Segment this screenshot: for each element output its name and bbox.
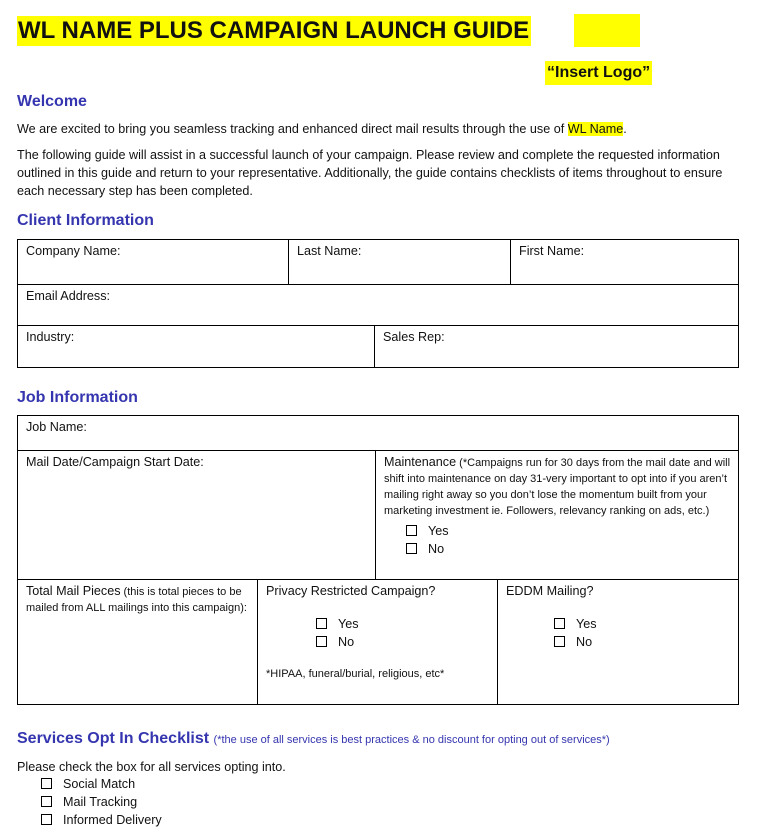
email-address-field[interactable]: Email Address: [18,285,739,326]
checkbox-icon [554,636,565,647]
logo-placeholder-box [574,14,640,47]
services-heading-note: (*the use of all services is best practices & no discount for opting out of services*) [213,734,610,746]
checkbox-icon [41,814,52,825]
privacy-yes-option[interactable]: Yes [316,615,489,633]
privacy-note: *HIPAA, funeral/burial, religious, etc* [266,668,445,680]
privacy-cell [258,580,498,705]
maintenance-no-option[interactable]: No [406,540,730,558]
job-name-field[interactable]: Job Name: [18,416,739,451]
total-mail-pieces-label: Total Mail Pieces [26,584,121,598]
first-name-field[interactable]: First Name: [511,240,739,285]
eddm-cell [498,580,739,705]
job-info-heading: Job Information [17,389,138,406]
client-info-heading: Client Information [17,212,154,229]
checkbox-icon [316,618,327,629]
welcome-paragraph-2: The following guide will assist in a successful launch of your campaign. Please review and complete the requested information outlined in this guide and return to your representative. Additionally, the guide contains checklists of items throughout to ensure each necessary step has been completed. [17,148,723,198]
maintenance-note: (*Campaigns run for 30 days from the mail date and will shift into maintenance on day 31-very important to opt into if you aren’t mailing right away so you don’t lose the momentum built from your marketing investment ie. Followers, relevancy ranking on ads, etc.) [384,457,731,517]
total-mail-pieces-cell[interactable] [18,580,258,705]
total-mail-pieces-note: (this is total pieces to be mailed from ALL mailings into this campaign): [26,586,247,614]
maintenance-yes-option[interactable]: Yes [406,522,730,540]
welcome-paragraph-1: We are excited to bring you seamless tracking and enhanced direct mail results through the use of WL Name. [17,122,627,136]
job-info-table [17,415,739,705]
logo-placeholder-text: “Insert Logo” [545,61,652,85]
maintenance-cell [376,451,739,580]
service-option-mail-tracking[interactable]: Mail Tracking [41,793,162,811]
checkbox-icon [406,525,417,536]
eddm-no-option[interactable]: No [554,633,730,651]
checkbox-icon [554,618,565,629]
document-title: WL NAME PLUS CAMPAIGN LAUNCH GUIDE [18,17,530,44]
checkbox-icon [406,543,417,554]
eddm-yes-option[interactable]: Yes [554,615,730,633]
checkbox-icon [41,778,52,789]
industry-field[interactable]: Industry: [18,326,375,368]
maintenance-label: Maintenance [384,455,457,469]
privacy-question: Privacy Restricted Campaign? [266,584,436,598]
sales-rep-field[interactable]: Sales Rep: [375,326,739,368]
service-option-social-match[interactable]: Social Match [41,775,162,793]
service-option-informed-delivery[interactable]: Informed Delivery [41,811,162,829]
eddm-question: EDDM Mailing? [506,584,594,598]
welcome-heading: Welcome [17,93,87,110]
client-info-table [17,239,739,368]
checkbox-icon [41,796,52,807]
wl-name-highlight: WL Name [567,122,624,136]
company-name-field[interactable]: Company Name: [18,240,289,285]
checkbox-icon [316,636,327,647]
last-name-field[interactable]: Last Name: [289,240,511,285]
privacy-no-option[interactable]: No [316,633,489,651]
services-instruction: Please check the box for all services opting into. [17,760,286,774]
mail-date-field[interactable]: Mail Date/Campaign Start Date: [18,451,376,580]
services-heading: Services Opt In Checklist (*the use of all services is best practices & no discount for opting out of services*) [17,730,610,747]
services-checklist [41,775,162,829]
